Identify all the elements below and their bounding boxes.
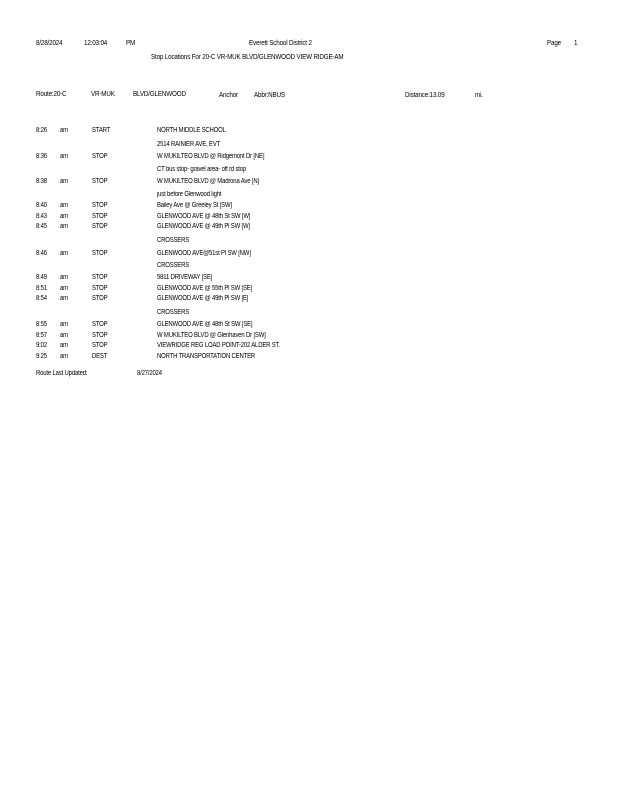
page-label: Page	[547, 38, 561, 47]
stop-type: STOP	[92, 332, 108, 339]
stop-time: 8:49	[36, 274, 47, 281]
stop-ampm: am	[60, 342, 68, 349]
stop-time: 8:54	[36, 295, 47, 302]
stop-ampm: am	[60, 213, 68, 220]
stop-type: STOP	[92, 213, 108, 220]
stop-time: 9:02	[36, 342, 47, 349]
report-time: 12:03:04	[84, 38, 108, 47]
stop-type: STOP	[92, 342, 108, 349]
stop-time: 8:55	[36, 321, 47, 328]
stop-ampm: am	[60, 353, 68, 360]
stop-time: 8:36	[36, 153, 47, 160]
abbr-label: Abbr:NBUS	[254, 90, 285, 99]
anchor-label: Anchor	[219, 90, 238, 99]
stop-type: STOP	[92, 285, 108, 292]
last-updated-label: Route Last Updated:	[36, 370, 88, 377]
stop-time: 8:46	[36, 250, 47, 257]
stop-type: STOP	[92, 202, 108, 209]
stop-type: STOP	[92, 295, 108, 302]
stop-time: 8:40	[36, 202, 47, 209]
stop-time: 8:45	[36, 223, 47, 230]
stop-note: CT bus stop- gravel area- off rd stop	[157, 166, 247, 173]
stop-note: CROSSERS	[157, 309, 190, 316]
stop-description: GLENWOOD AVE@51st Pl SW [NW]	[157, 250, 251, 257]
report-ampm: PM	[126, 38, 136, 47]
stop-note: just before Glenwood light	[157, 191, 222, 198]
stop-ampm: am	[60, 332, 68, 339]
stop-description: VIEWRIDGE REG LOAD POINT-202 ALDER ST.	[157, 342, 280, 349]
stop-ampm: am	[60, 321, 68, 328]
stop-note: 2514 RAINIER AVE, EVT	[157, 141, 221, 148]
stop-description: GLENWOOD AVE @ 48th St SW [SE]	[157, 321, 253, 328]
stop-ampm: am	[60, 285, 68, 292]
stop-ampm: am	[60, 250, 68, 257]
stop-type: DEST	[92, 353, 108, 360]
district-name: Everett School District 2	[249, 38, 312, 47]
stop-time: 9:25	[36, 353, 47, 360]
stop-type: STOP	[92, 153, 108, 160]
stop-description: GLENWOOD AVE @ 49th Pl SW [W]	[157, 223, 250, 230]
stop-description: GLENWOOD AVE @ 55th Pl SW [SE]	[157, 285, 253, 292]
stop-description: W MUKILTEO BLVD @ Madrona Ave [N]	[157, 178, 259, 185]
distance-unit: mi.	[475, 90, 483, 99]
stop-ampm: am	[60, 153, 68, 160]
report-date: 8/28/2024	[36, 38, 63, 47]
stop-type: STOP	[92, 178, 108, 185]
route-name-1: VR-MUK	[91, 89, 115, 98]
stop-type: STOP	[92, 250, 108, 257]
stop-type: STOP	[92, 321, 108, 328]
route-id: Route:20-C	[36, 89, 67, 98]
stop-type: START	[92, 127, 111, 134]
distance-label: Distance:13.09	[405, 90, 445, 99]
last-updated-date: 8/27/2024	[137, 370, 162, 377]
stop-ampm: am	[60, 202, 68, 209]
stop-description: 5811 DRIVEWAY [SE]	[157, 274, 213, 281]
page-number: 1	[574, 38, 578, 47]
stop-ampm: am	[60, 274, 68, 281]
stop-time: 8:26	[36, 127, 47, 134]
stop-note: CROSSERS	[157, 262, 190, 269]
stop-description: NORTH MIDDLE SCHOOL	[157, 127, 226, 134]
stop-note: CROSSERS	[157, 237, 190, 244]
stop-time: 8:43	[36, 213, 47, 220]
stop-type: STOP	[92, 223, 108, 230]
stop-time: 8:38	[36, 178, 47, 185]
report-title: Stop Locations For 20-C VR-MUK BLVD/GLENWOOD VIEW RIDGE-AM	[151, 52, 344, 61]
stop-ampm: am	[60, 223, 68, 230]
stop-time: 8:51	[36, 285, 47, 292]
stop-description: W MUKILTEO BLVD @ Glenhaven Dr [SW]	[157, 332, 266, 339]
stop-description: GLENWOOD AVE @ 49th Pl SW [E]	[157, 295, 249, 302]
stop-ampm: am	[60, 178, 68, 185]
stop-description: NORTH TRANSPORTATION CENTER	[157, 353, 256, 360]
stop-ampm: am	[60, 127, 68, 134]
stop-description: Bailey Ave @ Greeley St [SW]	[157, 202, 232, 209]
stop-ampm: am	[60, 295, 68, 302]
route-name-2: BLVD/GLENWOOD	[133, 89, 186, 98]
stop-time: 8:57	[36, 332, 47, 339]
stop-description: GLENWOOD AVE @ 48th St SW [W]	[157, 213, 251, 220]
stop-description: W MUKILTEO BLVD @ Ridgemont Dr [NE]	[157, 153, 265, 160]
stop-type: STOP	[92, 274, 108, 281]
